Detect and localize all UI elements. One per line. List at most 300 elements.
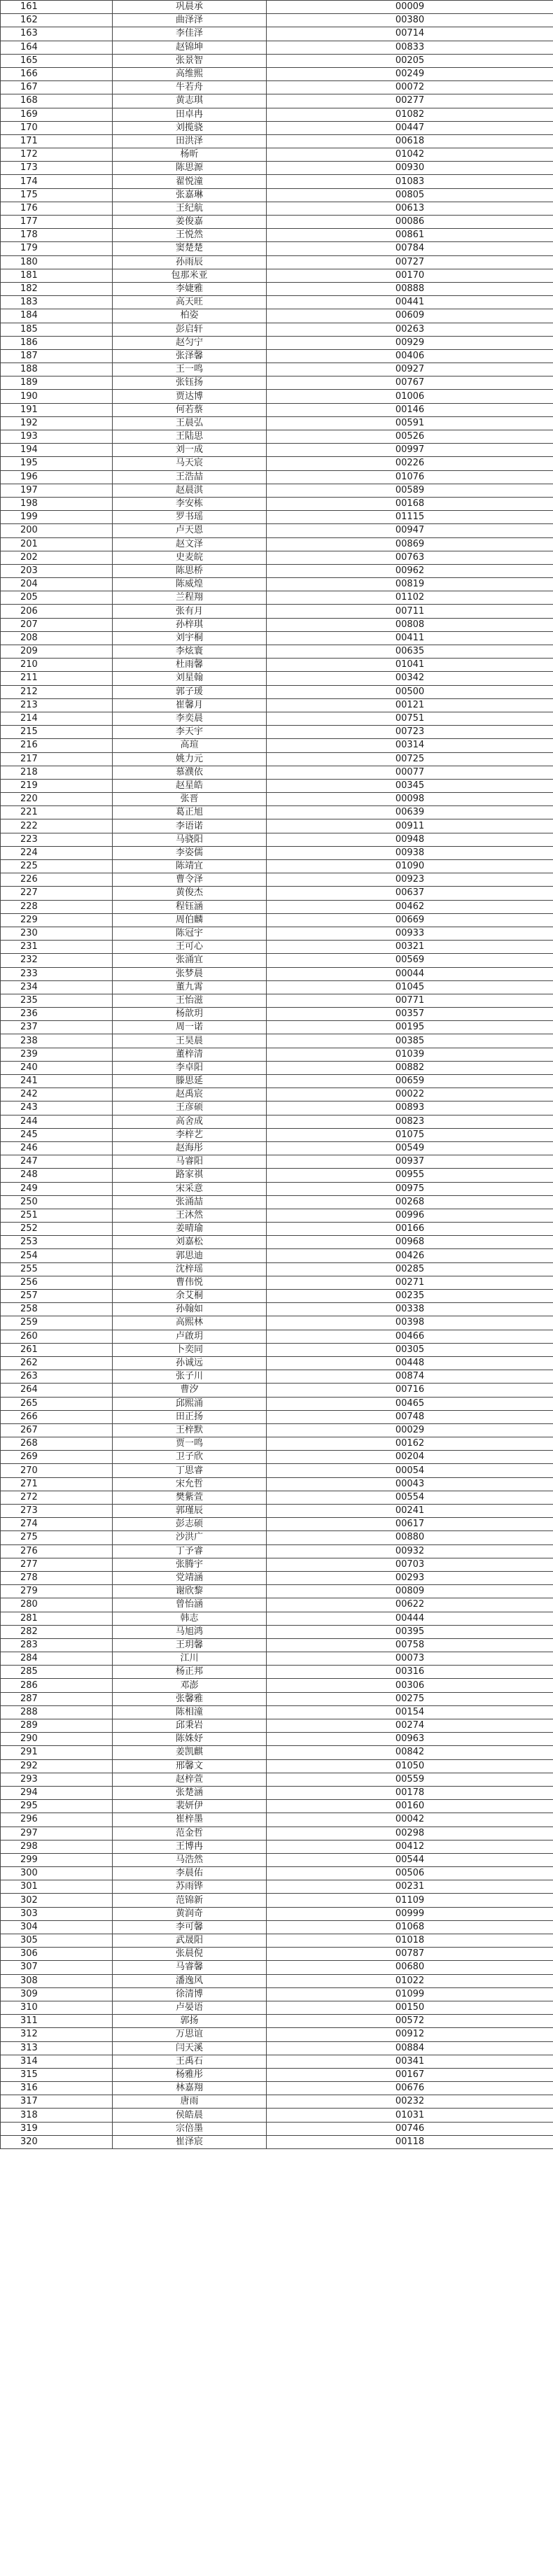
table-row [1, 229, 553, 242]
row-number-cell: 230 [1, 927, 113, 940]
student-name-cell: 裴妍伊 [113, 1800, 267, 1813]
student-name-cell: 党靖涵 [113, 1571, 267, 1584]
row-number-cell: 219 [1, 779, 113, 792]
table-row [1, 564, 553, 577]
table-row [1, 954, 553, 967]
student-id-cell: 00166 [267, 1223, 553, 1236]
row-number-cell: 257 [1, 1290, 113, 1303]
student-id-cell: 00274 [267, 1719, 553, 1733]
student-name-cell: 孙雨辰 [113, 255, 267, 269]
table-row [1, 900, 553, 913]
row-number-cell: 183 [1, 296, 113, 309]
table-row [1, 1733, 553, 1746]
student-name-cell: 姜俊嘉 [113, 216, 267, 229]
table-row [1, 1276, 553, 1289]
table-row [1, 659, 553, 672]
student-name-cell: 江川 [113, 1652, 267, 1666]
row-number-cell: 204 [1, 578, 113, 591]
table-row [1, 67, 553, 80]
row-number-cell: 217 [1, 752, 113, 766]
student-id-cell: 00893 [267, 1102, 553, 1115]
student-name-cell: 刘嘉松 [113, 1236, 267, 1249]
table-row [1, 819, 553, 833]
table-row [1, 1356, 553, 1370]
table-row [1, 1209, 553, 1222]
student-name-cell: 张子川 [113, 1370, 267, 1384]
student-id-cell: 00054 [267, 1464, 553, 1477]
table-row [1, 1034, 553, 1048]
row-number-cell: 258 [1, 1303, 113, 1316]
row-number-cell: 298 [1, 1840, 113, 1853]
row-number-cell: 162 [1, 14, 113, 27]
student-name-cell: 张嘉琳 [113, 188, 267, 202]
student-name-cell: 唐雨 [113, 2095, 267, 2109]
student-id-cell: 00043 [267, 1477, 553, 1491]
student-name-cell: 高天旺 [113, 296, 267, 309]
row-number-cell: 237 [1, 1021, 113, 1034]
student-id-cell: 00955 [267, 1169, 553, 1182]
table-row [1, 2135, 553, 2148]
table-row [1, 1075, 553, 1088]
table-row [1, 1491, 553, 1504]
table-row [1, 336, 553, 349]
row-number-cell: 184 [1, 309, 113, 323]
row-number-cell: 306 [1, 1948, 113, 1961]
row-number-cell: 279 [1, 1585, 113, 1598]
row-number-cell: 211 [1, 672, 113, 685]
row-number-cell: 246 [1, 1141, 113, 1155]
student-name-cell: 范金哲 [113, 1827, 267, 1840]
table-row [1, 1880, 553, 1894]
student-name-cell: 沙洪广 [113, 1531, 267, 1544]
student-name-cell: 樊紫萱 [113, 1491, 267, 1504]
student-id-cell: 00968 [267, 1236, 553, 1249]
student-id-cell: 01039 [267, 1048, 553, 1061]
row-number-cell: 180 [1, 255, 113, 269]
table-row [1, 1008, 553, 1021]
row-number-cell: 182 [1, 282, 113, 295]
student-name-cell: 翟悦潼 [113, 175, 267, 188]
student-id-cell: 00842 [267, 1746, 553, 1759]
student-name-cell: 陈冠宇 [113, 927, 267, 940]
student-name-cell: 王禹石 [113, 2055, 267, 2068]
row-number-cell: 299 [1, 1853, 113, 1866]
student-name-cell: 巩晨承 [113, 1, 267, 14]
row-number-cell: 239 [1, 1048, 113, 1061]
student-name-cell: 高维熙 [113, 67, 267, 80]
row-number-cell: 199 [1, 511, 113, 524]
row-number-cell: 242 [1, 1088, 113, 1102]
row-number-cell: 234 [1, 980, 113, 994]
student-id-cell: 00268 [267, 1195, 553, 1209]
row-number-cell: 165 [1, 54, 113, 67]
student-name-cell: 邓澎 [113, 1679, 267, 1692]
student-id-cell: 00930 [267, 162, 553, 175]
row-number-cell: 251 [1, 1209, 113, 1222]
table-row [1, 941, 553, 954]
student-name-cell: 邢馨文 [113, 1759, 267, 1773]
student-id-cell: 00466 [267, 1330, 553, 1343]
row-number-cell: 212 [1, 685, 113, 698]
student-name-cell: 陈姝妤 [113, 1733, 267, 1746]
student-id-cell: 00996 [267, 1209, 553, 1222]
student-name-cell: 柏姿 [113, 309, 267, 323]
row-number-cell: 206 [1, 605, 113, 618]
student-name-cell: 董梓清 [113, 1048, 267, 1061]
row-number-cell: 318 [1, 2109, 113, 2122]
student-id-cell: 01075 [267, 1128, 553, 1141]
student-id-cell: 00549 [267, 1141, 553, 1155]
row-number-cell: 163 [1, 27, 113, 41]
row-number-cell: 244 [1, 1115, 113, 1128]
student-id-cell: 00929 [267, 336, 553, 349]
student-name-cell: 沈梓瑶 [113, 1262, 267, 1276]
table-row [1, 1048, 553, 1061]
table-row [1, 1948, 553, 1961]
table-row [1, 712, 553, 725]
row-number-cell: 303 [1, 1907, 113, 1920]
student-name-cell: 李姿儒 [113, 846, 267, 859]
student-id-cell: 00444 [267, 1612, 553, 1625]
table-row [1, 162, 553, 175]
student-id-cell: 00609 [267, 309, 553, 323]
student-id-cell: 00948 [267, 833, 553, 846]
row-number-cell: 216 [1, 739, 113, 752]
student-name-cell: 包那米亚 [113, 269, 267, 282]
row-number-cell: 215 [1, 726, 113, 739]
student-name-cell: 孙梓琪 [113, 618, 267, 631]
student-id-cell: 00293 [267, 1571, 553, 1584]
student-name-cell: 曹汐 [113, 1384, 267, 1397]
table-row [1, 2055, 553, 2068]
student-name-cell: 宋采意 [113, 1182, 267, 1195]
student-name-cell: 张泽馨 [113, 349, 267, 363]
table-row [1, 1679, 553, 1692]
student-id-cell: 00805 [267, 188, 553, 202]
student-name-cell: 王浩喆 [113, 470, 267, 484]
row-number-cell: 249 [1, 1182, 113, 1195]
student-id-cell: 00150 [267, 2001, 553, 2014]
student-name-cell: 赵星皓 [113, 779, 267, 792]
student-name-cell: 慕濮依 [113, 766, 267, 779]
table-row [1, 1853, 553, 1866]
table-row [1, 497, 553, 510]
student-id-cell: 00232 [267, 2095, 553, 2109]
student-name-cell: 刘一成 [113, 444, 267, 457]
student-id-cell: 00277 [267, 94, 553, 108]
table-row [1, 282, 553, 295]
row-number-cell: 261 [1, 1343, 113, 1356]
student-name-cell: 丁予睿 [113, 1544, 267, 1558]
row-number-cell: 313 [1, 2041, 113, 2055]
row-number-cell: 248 [1, 1169, 113, 1182]
student-id-cell: 00154 [267, 1705, 553, 1719]
student-id-cell: 00077 [267, 766, 553, 779]
row-number-cell: 262 [1, 1356, 113, 1370]
table-row [1, 1169, 553, 1182]
row-number-cell: 255 [1, 1262, 113, 1276]
table-row [1, 54, 553, 67]
row-number-cell: 221 [1, 806, 113, 819]
student-name-cell: 牛若舟 [113, 81, 267, 94]
student-name-cell: 程钰涵 [113, 900, 267, 913]
row-number-cell: 267 [1, 1423, 113, 1437]
row-number-cell: 227 [1, 887, 113, 900]
student-id-cell: 00888 [267, 282, 553, 295]
student-name-cell: 周伯麟 [113, 913, 267, 927]
student-name-cell: 董九霄 [113, 980, 267, 994]
row-number-cell: 264 [1, 1384, 113, 1397]
student-name-cell: 杨雅彤 [113, 2068, 267, 2081]
row-number-cell: 203 [1, 564, 113, 577]
student-id-cell: 00338 [267, 1303, 553, 1316]
table-row [1, 1961, 553, 1974]
student-id-cell: 01115 [267, 511, 553, 524]
student-id-cell: 00637 [267, 887, 553, 900]
student-id-cell: 01076 [267, 470, 553, 484]
row-number-cell: 289 [1, 1719, 113, 1733]
row-number-cell: 266 [1, 1410, 113, 1423]
row-number-cell: 275 [1, 1531, 113, 1544]
student-name-cell: 宋允哲 [113, 1477, 267, 1491]
student-id-cell: 00385 [267, 1034, 553, 1048]
student-id-cell: 01018 [267, 1934, 553, 1948]
row-number-cell: 177 [1, 216, 113, 229]
student-id-cell: 00098 [267, 793, 553, 806]
table-row [1, 1746, 553, 1759]
table-row [1, 1692, 553, 1705]
table-row [1, 269, 553, 282]
table-row [1, 1, 553, 14]
table-row [1, 739, 553, 752]
row-number-cell: 223 [1, 833, 113, 846]
table-row [1, 1303, 553, 1316]
table-row [1, 108, 553, 121]
student-name-cell: 曹伟悦 [113, 1276, 267, 1289]
student-id-cell: 00784 [267, 242, 553, 255]
student-id-cell: 00912 [267, 2028, 553, 2041]
row-number-cell: 200 [1, 524, 113, 537]
table-row [1, 698, 553, 712]
row-number-cell: 222 [1, 819, 113, 833]
table-row [1, 967, 553, 980]
student-id-cell: 00569 [267, 954, 553, 967]
student-id-cell: 01083 [267, 175, 553, 188]
row-number-cell: 274 [1, 1518, 113, 1531]
student-name-cell: 何若蔡 [113, 403, 267, 416]
student-id-cell: 00725 [267, 752, 553, 766]
row-number-cell: 309 [1, 1987, 113, 2001]
student-id-cell: 00441 [267, 296, 553, 309]
table-row [1, 980, 553, 994]
row-number-cell: 270 [1, 1464, 113, 1477]
student-name-cell: 马浩然 [113, 1853, 267, 1866]
table-row [1, 766, 553, 779]
student-id-cell: 00314 [267, 739, 553, 752]
student-id-cell: 00727 [267, 255, 553, 269]
student-id-cell: 00241 [267, 1505, 553, 1518]
row-number-cell: 189 [1, 376, 113, 390]
student-id-cell: 00462 [267, 900, 553, 913]
student-name-cell: 崔梓墨 [113, 1813, 267, 1827]
student-name-cell: 李奕晨 [113, 712, 267, 725]
row-number-cell: 195 [1, 457, 113, 470]
table-row [1, 1867, 553, 1880]
row-number-cell: 311 [1, 2015, 113, 2028]
table-row [1, 1759, 553, 1773]
row-number-cell: 229 [1, 913, 113, 927]
row-number-cell: 185 [1, 323, 113, 336]
student-name-cell: 王一鸣 [113, 363, 267, 376]
row-number-cell: 291 [1, 1746, 113, 1759]
row-number-cell: 292 [1, 1759, 113, 1773]
table-row [1, 403, 553, 416]
table-row [1, 672, 553, 685]
row-number-cell: 191 [1, 403, 113, 416]
table-row [1, 887, 553, 900]
table-row [1, 1477, 553, 1491]
row-number-cell: 214 [1, 712, 113, 725]
student-name-cell: 陈威煌 [113, 578, 267, 591]
student-name-cell: 周一诺 [113, 1021, 267, 1034]
student-id-cell: 00263 [267, 323, 553, 336]
row-number-cell: 181 [1, 269, 113, 282]
student-name-cell: 黄润奇 [113, 1907, 267, 1920]
student-id-cell: 01006 [267, 390, 553, 403]
table-row [1, 416, 553, 430]
row-number-cell: 295 [1, 1800, 113, 1813]
row-number-cell: 193 [1, 430, 113, 444]
student-id-cell: 01109 [267, 1894, 553, 1907]
table-row [1, 1598, 553, 1612]
row-number-cell: 304 [1, 1920, 113, 1934]
student-id-cell: 00167 [267, 2068, 553, 2081]
table-row [1, 1907, 553, 1920]
row-number-cell: 186 [1, 336, 113, 349]
student-name-cell: 崔泽宸 [113, 2135, 267, 2148]
student-name-cell: 郭子瑗 [113, 685, 267, 698]
table-row [1, 524, 553, 537]
student-id-cell: 00205 [267, 54, 553, 67]
table-row [1, 833, 553, 846]
row-number-cell: 228 [1, 900, 113, 913]
student-name-cell: 马睿馨 [113, 1961, 267, 1974]
table-row [1, 457, 553, 470]
row-number-cell: 178 [1, 229, 113, 242]
student-name-cell: 曲泽泽 [113, 14, 267, 27]
student-name-cell: 王博冉 [113, 1840, 267, 1853]
student-name-cell: 高瑄 [113, 739, 267, 752]
student-name-cell: 李可馨 [113, 1920, 267, 1934]
table-row [1, 14, 553, 27]
student-name-cell: 赵海彤 [113, 1141, 267, 1155]
student-name-cell: 黄志琪 [113, 94, 267, 108]
row-number-cell: 231 [1, 941, 113, 954]
row-number-cell: 208 [1, 631, 113, 645]
student-name-cell: 张晋 [113, 793, 267, 806]
row-number-cell: 260 [1, 1330, 113, 1343]
student-id-cell: 00591 [267, 416, 553, 430]
table-row [1, 860, 553, 873]
table-row [1, 1249, 553, 1262]
student-id-cell: 00342 [267, 672, 553, 685]
student-id-cell: 00937 [267, 1155, 553, 1169]
student-id-cell: 00823 [267, 1115, 553, 1128]
student-id-cell: 00659 [267, 1075, 553, 1088]
table-row [1, 846, 553, 859]
student-name-cell: 张涌宜 [113, 954, 267, 967]
table-row [1, 1316, 553, 1330]
student-id-cell: 00271 [267, 1276, 553, 1289]
student-name-cell: 苏雨铧 [113, 1880, 267, 1894]
student-name-cell: 王梓默 [113, 1423, 267, 1437]
table-row [1, 1437, 553, 1451]
row-number-cell: 317 [1, 2095, 113, 2109]
row-number-cell: 202 [1, 551, 113, 564]
student-name-cell: 侯皓晨 [113, 2109, 267, 2122]
student-id-cell: 00962 [267, 564, 553, 577]
student-name-cell: 姜晴瑜 [113, 1223, 267, 1236]
row-number-cell: 190 [1, 390, 113, 403]
student-id-cell: 00787 [267, 1948, 553, 1961]
row-number-cell: 310 [1, 2001, 113, 2014]
student-name-cell: 王陆思 [113, 430, 267, 444]
student-name-cell: 黄俊杰 [113, 887, 267, 900]
student-id-cell: 00703 [267, 1558, 553, 1571]
student-id-cell: 00639 [267, 806, 553, 819]
student-id-cell: 00559 [267, 1773, 553, 1786]
student-name-cell: 卢天恩 [113, 524, 267, 537]
row-number-cell: 280 [1, 1598, 113, 1612]
student-id-cell: 00869 [267, 537, 553, 551]
row-number-cell: 307 [1, 1961, 113, 1974]
student-id-cell: 00395 [267, 1625, 553, 1638]
student-id-cell: 00748 [267, 1410, 553, 1423]
table-row [1, 1558, 553, 1571]
table-row [1, 1987, 553, 2001]
student-name-cell: 陈靖宜 [113, 860, 267, 873]
table-row [1, 255, 553, 269]
student-id-cell: 00121 [267, 698, 553, 712]
roster-rows [1, 1, 553, 2149]
student-id-cell: 00911 [267, 819, 553, 833]
table-row [1, 2015, 553, 2028]
row-number-cell: 293 [1, 1773, 113, 1786]
student-id-cell: 00923 [267, 873, 553, 887]
student-id-cell: 00345 [267, 779, 553, 792]
student-name-cell: 张涌喆 [113, 1195, 267, 1209]
table-row [1, 2041, 553, 2055]
student-id-cell: 01042 [267, 148, 553, 162]
table-row [1, 1330, 553, 1343]
student-id-cell: 00170 [267, 269, 553, 282]
table-row [1, 1827, 553, 1840]
student-name-cell: 陈相潼 [113, 1705, 267, 1719]
student-id-cell: 00465 [267, 1397, 553, 1410]
row-number-cell: 209 [1, 645, 113, 659]
student-id-cell: 00285 [267, 1262, 553, 1276]
row-number-cell: 263 [1, 1370, 113, 1384]
row-number-cell: 301 [1, 1880, 113, 1894]
table-row [1, 511, 553, 524]
student-name-cell: 卢晏语 [113, 2001, 267, 2014]
row-number-cell: 245 [1, 1128, 113, 1141]
table-row [1, 94, 553, 108]
table-row [1, 121, 553, 134]
student-name-cell: 邱熙涌 [113, 1397, 267, 1410]
student-name-cell: 曾怡涵 [113, 1598, 267, 1612]
student-id-cell: 00118 [267, 2135, 553, 2148]
